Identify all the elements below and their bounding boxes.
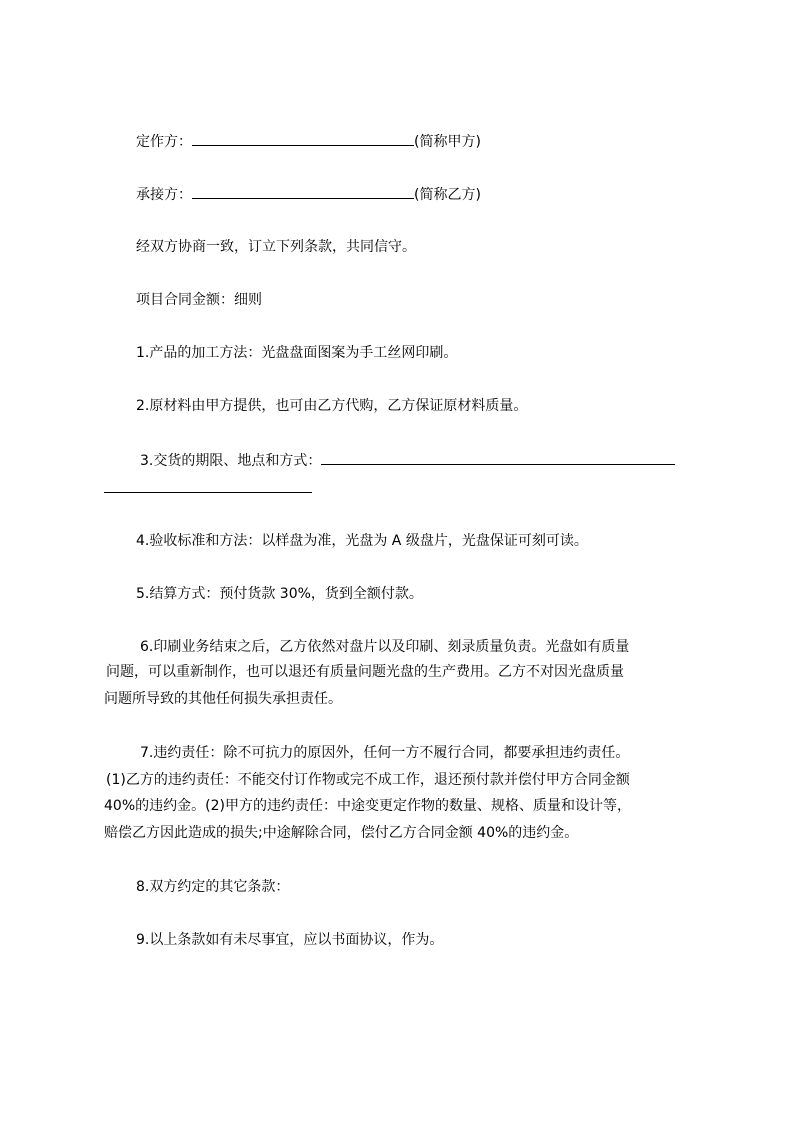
clause-7-line-3: 40%的违约金。(2)甲方的违约责任：中途变更定作物的数量、规格、质量和设计等， [104,798,631,814]
clause-1: 1.产品的加工方法：光盘盘面图案为手工丝网印刷。 [136,345,458,361]
clause-2: 2.原材料由甲方提供，也可由乙方代购，乙方保证原材料质量。 [136,398,528,414]
party-b-blank [192,184,414,199]
clause-8: 8.双方约定的其它条款： [136,879,290,895]
clause-9: 9.以上条款如有未尽事宜，应以书面协议，作为。 [136,932,444,948]
clause-6-line-2: 问题，可以重新制作，也可以退还有质量问题光盘的生产费用。乙方不对因光盘质量 [106,664,624,680]
party-b-suffix: (简称乙方) [414,187,481,203]
clause-7-line-2: (1)乙方的违约责任：不能交付订作物或完不成工作，退还预付款并偿付甲方合同金额 [106,772,630,788]
party-b-line [136,184,481,204]
clause-6-line-3: 问题所导致的其他任何损失承担责任。 [104,691,342,707]
party-a-suffix: (简称甲方) [414,134,481,150]
party-b-label: 承接方： [136,187,192,203]
clause-7-line-4: 赔偿乙方因此造成的损失;中途解除合同，偿付乙方合同金额 40%的违约金。 [104,825,579,841]
clause-3-label: 3.交货的期限、地点和方式： [140,453,322,469]
agreement-statement: 经双方协商一致，订立下列条款，共同信守。 [136,239,416,255]
party-a-label: 定作方： [136,134,192,150]
clause-4: 4.验收标准和方法：以样盘为准，光盘为 A 级盘片，光盘保证可刻可读。 [136,533,588,549]
clause-3-blank-2 [104,478,312,493]
clause-3 [140,450,675,470]
clause-3-continuation [104,478,312,498]
party-a-line [136,131,481,151]
project-heading: 项目合同金额：细则 [136,292,262,308]
clause-7-line-1: 7.违约责任：除不可抗力的原因外，任何一方不履行合同，都要承担违约责任。 [140,745,630,761]
party-a-blank [192,131,414,146]
clause-3-blank [321,450,675,465]
clause-5: 5.结算方式：预付货款 30%，货到全额付款。 [136,586,423,602]
clause-6-line-1: 6.印刷业务结束之后，乙方依然对盘片以及印刷、刻录质量负责。光盘如有质量 [140,639,630,655]
